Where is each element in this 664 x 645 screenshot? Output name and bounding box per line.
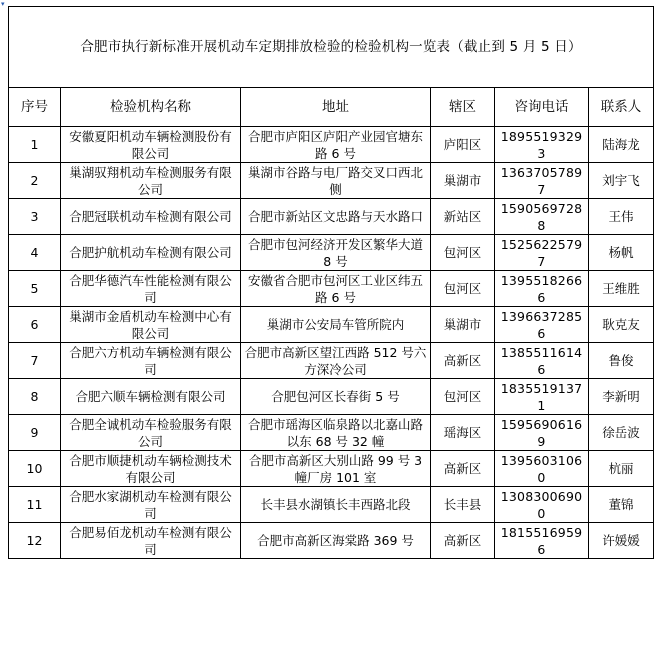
cell-phone: 18355191371	[495, 379, 589, 415]
cell-no: 3	[9, 199, 61, 235]
cell-agency-name: 合肥易佰龙机动车检测有限公司	[61, 523, 241, 559]
header-contact: 联系人	[589, 88, 654, 127]
cell-address: 合肥市高新区大别山路 99 号 3 幢厂房 101 室	[241, 451, 431, 487]
cell-no: 7	[9, 343, 61, 379]
table-row	[9, 379, 654, 415]
cell-address: 合肥市瑶海区临泉路以北嘉山路以东 68 号 32 幢	[241, 415, 431, 451]
sheet-corner-icon: ▾	[1, 0, 5, 8]
cell-agency-name: 合肥护航机动车检测有限公司	[61, 235, 241, 271]
header-no: 序号	[9, 88, 61, 127]
cell-contact: 鲁俊	[589, 343, 654, 379]
cell-phone: 15905697288	[495, 199, 589, 235]
table-row	[9, 307, 654, 343]
cell-no: 12	[9, 523, 61, 559]
cell-district: 包河区	[431, 271, 495, 307]
cell-address: 合肥包河区长春街 5 号	[241, 379, 431, 415]
cell-district: 高新区	[431, 523, 495, 559]
cell-address: 巢湖市公安局车管所院内	[241, 307, 431, 343]
cell-phone: 15256225797	[495, 235, 589, 271]
cell-no: 9	[9, 415, 61, 451]
cell-contact: 刘宇飞	[589, 163, 654, 199]
cell-contact: 李新明	[589, 379, 654, 415]
table-row	[9, 271, 654, 307]
table-title: 合肥市执行新标准开展机动车定期排放检验的检验机构一览表（截止到 5 月 5 日）	[9, 7, 654, 88]
cell-contact: 陆海龙	[589, 127, 654, 163]
cell-no: 2	[9, 163, 61, 199]
cell-district: 高新区	[431, 343, 495, 379]
table-row	[9, 487, 654, 523]
cell-phone: 13955182666	[495, 271, 589, 307]
header-name: 检验机构名称	[61, 88, 241, 127]
cell-contact: 许媛媛	[589, 523, 654, 559]
header-phone: 咨询电话	[495, 88, 589, 127]
cell-no: 11	[9, 487, 61, 523]
cell-address: 合肥市新站区文忠路与天水路口	[241, 199, 431, 235]
cell-no: 6	[9, 307, 61, 343]
table-row	[9, 127, 654, 163]
cell-contact: 徐岳波	[589, 415, 654, 451]
cell-address: 安徽省合肥市包河区工业区纬五路 6 号	[241, 271, 431, 307]
cell-address: 巢湖市谷路与电厂路交叉口西北侧	[241, 163, 431, 199]
cell-contact: 杨帆	[589, 235, 654, 271]
cell-district: 巢湖市	[431, 163, 495, 199]
header-row	[9, 88, 654, 127]
header-district: 辖区	[431, 88, 495, 127]
cell-address: 长丰县水湖镇长丰西路北段	[241, 487, 431, 523]
cell-agency-name: 合肥全诚机动车检验服务有限公司	[61, 415, 241, 451]
cell-address: 合肥市高新区海棠路 369 号	[241, 523, 431, 559]
cell-district: 包河区	[431, 235, 495, 271]
cell-agency-name: 合肥六方机动车辆检测有限公司	[61, 343, 241, 379]
cell-district: 庐阳区	[431, 127, 495, 163]
cell-agency-name: 巢湖驭翔机动车检测服务有限公司	[61, 163, 241, 199]
cell-agency-name: 巢湖市金盾机动车检测中心有限公司	[61, 307, 241, 343]
cell-phone: 13083006900	[495, 487, 589, 523]
inspection-agency-table	[8, 6, 654, 559]
cell-district: 包河区	[431, 379, 495, 415]
cell-no: 10	[9, 451, 61, 487]
cell-phone: 15956906169	[495, 415, 589, 451]
table-row	[9, 343, 654, 379]
cell-agency-name: 合肥水家湖机动车检测有限公司	[61, 487, 241, 523]
table-row	[9, 163, 654, 199]
cell-agency-name: 合肥冠联机动车检测有限公司	[61, 199, 241, 235]
cell-address: 合肥市包河经济开发区繁华大道 8 号	[241, 235, 431, 271]
cell-contact: 杭丽	[589, 451, 654, 487]
header-address: 地址	[241, 88, 431, 127]
cell-agency-name: 安徽夏阳机动车辆检测股份有限公司	[61, 127, 241, 163]
cell-phone: 13637057897	[495, 163, 589, 199]
table-row	[9, 199, 654, 235]
table-row	[9, 523, 654, 559]
cell-district: 高新区	[431, 451, 495, 487]
table-row	[9, 235, 654, 271]
cell-contact: 耿克友	[589, 307, 654, 343]
cell-district: 新站区	[431, 199, 495, 235]
table-row	[9, 451, 654, 487]
cell-address: 合肥市高新区望江西路 512 号六方深冷公司	[241, 343, 431, 379]
cell-no: 1	[9, 127, 61, 163]
cell-address: 合肥市庐阳区庐阳产业园官塘东路 6 号	[241, 127, 431, 163]
cell-agency-name: 合肥华德汽车性能检测有限公司	[61, 271, 241, 307]
cell-agency-name: 合肥六顺车辆检测有限公司	[61, 379, 241, 415]
title-row	[9, 7, 654, 88]
cell-no: 8	[9, 379, 61, 415]
cell-phone: 13966372856	[495, 307, 589, 343]
cell-no: 4	[9, 235, 61, 271]
cell-phone: 18155169596	[495, 523, 589, 559]
cell-phone: 18955193293	[495, 127, 589, 163]
cell-agency-name: 合肥市顺捷机动车辆检测技术有限公司	[61, 451, 241, 487]
cell-district: 巢湖市	[431, 307, 495, 343]
cell-no: 5	[9, 271, 61, 307]
cell-phone: 13855116146	[495, 343, 589, 379]
cell-district: 长丰县	[431, 487, 495, 523]
cell-contact: 王维胜	[589, 271, 654, 307]
table-row	[9, 415, 654, 451]
cell-phone: 13956031060	[495, 451, 589, 487]
cell-contact: 董锦	[589, 487, 654, 523]
cell-district: 瑶海区	[431, 415, 495, 451]
cell-contact: 王伟	[589, 199, 654, 235]
